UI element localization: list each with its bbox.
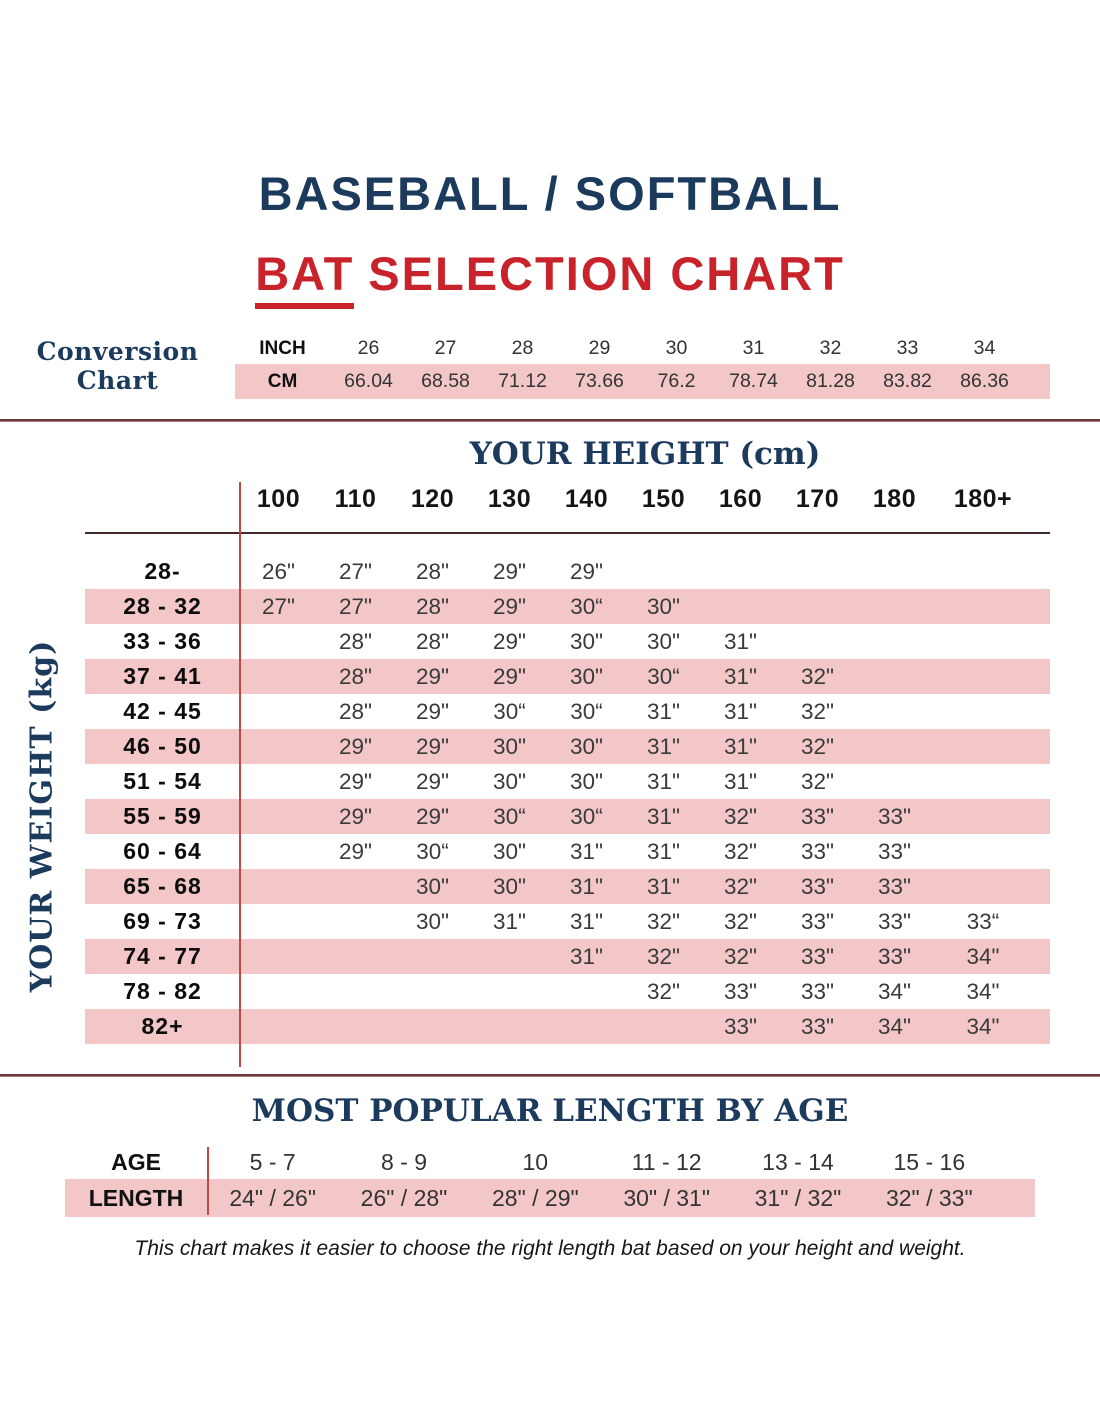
bat-length-cell: 33": [800, 838, 834, 864]
weight-range-label: 65 - 68: [123, 873, 202, 900]
bat-length-cell: 30": [492, 768, 526, 794]
weight-range-label: 69 - 73: [123, 908, 202, 935]
inch-value: 32: [819, 337, 842, 360]
weight-range-label: 28 - 32: [123, 593, 202, 620]
page-header: [0, 0, 1100, 309]
age-row-header: AGE: [111, 1148, 161, 1175]
weight-axis-title: YOUR WEIGHT (kg): [24, 640, 60, 993]
bat-length-cell: 31": [569, 908, 603, 934]
height-column-headers: [85, 484, 1100, 514]
inch-row-header: INCH: [259, 337, 306, 359]
bat-length-cell: 34": [966, 1013, 1000, 1039]
inch-value: 30: [665, 337, 688, 360]
height-column-header: 160: [718, 484, 763, 513]
bat-length-cell: 31": [723, 698, 757, 724]
bat-length-cell: 33“: [966, 908, 1000, 934]
bat-length-cell: 30": [415, 873, 449, 899]
bat-length-cell: 29": [338, 838, 372, 864]
weight-rows: [0, 554, 1100, 1044]
conversion-chart-label: Conversion Chart: [36, 337, 199, 396]
weight-range-label: 51 - 54: [123, 768, 202, 795]
cm-value: 66.04: [344, 370, 393, 393]
bat-length-cell: 30": [646, 628, 680, 654]
length-row: [65, 1179, 1035, 1217]
height-column-header: 180: [872, 484, 917, 513]
subtitle-emphasis-underlined: BAT: [255, 248, 354, 310]
bat-length-cell: 33": [877, 873, 911, 899]
bat-length-cell: 32": [723, 838, 757, 864]
age-values: [207, 1149, 995, 1176]
bat-length-cell: 30“: [493, 698, 526, 724]
inch-value: 27: [434, 337, 457, 360]
bat-length-cell: 29": [415, 663, 449, 689]
bat-length-cell: 30“: [570, 698, 603, 724]
bat-length-cell: 33": [877, 838, 911, 864]
cm-values: [330, 370, 1023, 393]
bat-length-cell: 32": [800, 768, 834, 794]
cm-value: 68.58: [421, 370, 470, 393]
bat-length-cell: 34": [877, 1013, 911, 1039]
weight-row: [85, 834, 1050, 869]
weight-row: [85, 694, 1050, 729]
bat-length-cell: 30“: [416, 838, 449, 864]
bat-length-cell: 29": [338, 768, 372, 794]
weight-range-label: 78 - 82: [123, 978, 202, 1005]
bat-length-cell: 28": [338, 628, 372, 654]
bat-length-cell: 30": [492, 733, 526, 759]
bat-length-cell: 32": [646, 978, 680, 1004]
length-value: 28" / 29": [491, 1184, 579, 1211]
height-column-header: 100: [256, 484, 301, 513]
length-value: 31" / 32": [754, 1184, 842, 1211]
weight-range-label: 82+: [141, 1013, 184, 1040]
weight-row: [85, 764, 1050, 799]
inch-value: 29: [588, 337, 611, 360]
cm-value: 73.66: [575, 370, 624, 393]
height-column-header: 170: [795, 484, 840, 513]
cm-value: 81.28: [806, 370, 855, 393]
bat-length-cell: 30“: [647, 663, 680, 689]
bat-length-cell: 31": [569, 943, 603, 969]
weight-range-label: 55 - 59: [123, 803, 202, 830]
bat-length-cell: 29": [338, 803, 372, 829]
bat-length-cell: 29": [338, 733, 372, 759]
bat-length-cell: 33": [723, 978, 757, 1004]
bat-length-cell: 30“: [570, 803, 603, 829]
age-value: 8 - 9: [380, 1148, 427, 1175]
weight-range-label: 28-: [144, 558, 181, 585]
bat-length-cell: 30": [492, 873, 526, 899]
bat-length-cell: 32": [723, 908, 757, 934]
age-value: 15 - 16: [893, 1148, 966, 1175]
bat-length-cell: 30": [569, 628, 603, 654]
bat-length-cell: 29": [492, 663, 526, 689]
bat-length-cell: 31": [646, 873, 680, 899]
cm-value: 76.2: [657, 370, 696, 393]
age-table-divider-line: [207, 1147, 209, 1215]
bat-length-cell: 26": [261, 558, 295, 584]
conversion-chart: [0, 333, 1100, 399]
age-value: 10: [522, 1148, 549, 1175]
bat-length-cell: 31": [723, 768, 757, 794]
height-column-header: 150: [641, 484, 686, 513]
bat-length-cell: 33": [800, 1013, 834, 1039]
bat-length-cell: 31": [646, 768, 680, 794]
bat-length-cell: 32": [800, 663, 834, 689]
bat-length-cell: 27": [338, 593, 372, 619]
bat-length-cell: 29": [492, 628, 526, 654]
bat-length-cell: 31": [646, 733, 680, 759]
bat-length-cell: 27": [261, 593, 295, 619]
cm-value: 86.36: [960, 370, 1009, 393]
bat-length-cell: 33": [800, 908, 834, 934]
weight-row: [85, 1009, 1050, 1044]
age-table-title: MOST POPULAR LENGTH BY AGE: [251, 1093, 849, 1130]
bat-length-cell: 33": [877, 908, 911, 934]
weight-row: [85, 554, 1050, 589]
inch-value: 31: [742, 337, 765, 360]
inch-values: [330, 337, 1023, 360]
bat-length-cell: 29": [492, 558, 526, 584]
bat-length-cell: 34": [877, 978, 911, 1004]
cm-row-header: CM: [267, 370, 298, 392]
weight-row: [85, 729, 1050, 764]
bat-length-cell: 33": [877, 943, 911, 969]
bat-length-cell: 28": [415, 558, 449, 584]
bat-length-cell: 31": [723, 663, 757, 689]
bat-length-cell: 31": [723, 628, 757, 654]
weight-row: [85, 904, 1050, 939]
weight-range-label: 37 - 41: [123, 663, 202, 690]
weight-range-label: 42 - 45: [123, 698, 202, 725]
height-column-header: 140: [564, 484, 609, 513]
header-rule: [85, 532, 1050, 534]
bat-length-cell: 30": [415, 908, 449, 934]
page-title: BASEBALL / SOFTBALL: [258, 167, 842, 220]
height-axis-title: YOUR HEIGHT (cm): [469, 436, 821, 473]
bat-length-cell: 33": [723, 1013, 757, 1039]
bat-selection-grid: [0, 436, 1100, 1044]
section-divider-top: [0, 419, 1100, 422]
cm-value: 71.12: [498, 370, 547, 393]
age-table: [65, 1145, 1035, 1217]
bat-length-cell: 34": [966, 978, 1000, 1004]
bat-length-cell: 32": [723, 943, 757, 969]
bat-length-cell: 28": [338, 698, 372, 724]
bat-length-cell: 29": [569, 558, 603, 584]
page-subtitle: [0, 248, 1100, 310]
bat-length-cell: 31": [723, 733, 757, 759]
length-value: 32" / 33": [885, 1184, 973, 1211]
length-value: 30" / 31": [623, 1184, 710, 1211]
bat-length-cell: 29": [492, 593, 526, 619]
bat-length-cell: 30": [569, 663, 603, 689]
footer-note: This chart makes it easier to choose the right length bat based on your height and weight.: [134, 1237, 966, 1261]
bat-length-cell: 28": [415, 593, 449, 619]
age-value: 5 - 7: [249, 1148, 296, 1175]
height-column-header: 130: [487, 484, 532, 513]
weight-range-label: 33 - 36: [123, 628, 202, 655]
cm-value: 83.82: [883, 370, 932, 393]
weight-row: [85, 869, 1050, 904]
bat-length-cell: 32": [800, 733, 834, 759]
bat-length-cell: 30": [646, 593, 680, 619]
length-value: 24" / 26": [229, 1184, 316, 1211]
age-row: [65, 1145, 1035, 1179]
bat-length-cell: 32": [800, 698, 834, 724]
weight-range-label: 46 - 50: [123, 733, 202, 760]
inch-value: 34: [973, 337, 996, 360]
bat-length-cell: 33": [800, 873, 834, 899]
bat-length-cell: 33": [877, 803, 911, 829]
height-column-header: 110: [334, 484, 377, 513]
bat-length-cell: 31": [569, 873, 603, 899]
bat-length-cell: 33": [800, 943, 834, 969]
bat-length-cell: 29": [415, 768, 449, 794]
age-value: 13 - 14: [762, 1148, 834, 1175]
bat-length-cell: 31": [569, 838, 603, 864]
bat-length-cell: 33": [800, 803, 834, 829]
weight-range-label: 60 - 64: [123, 838, 202, 865]
bat-length-cell: 32": [723, 803, 757, 829]
inch-value: 26: [357, 337, 380, 360]
weight-row: [85, 939, 1050, 974]
bat-length-cell: 29": [415, 698, 449, 724]
bat-length-cell: 31": [646, 803, 680, 829]
bat-length-cell: 31": [646, 838, 680, 864]
height-column-header: 120: [410, 484, 455, 513]
age-value: 11 - 12: [631, 1148, 702, 1175]
bat-length-cell: 29": [415, 733, 449, 759]
subtitle-rest: SELECTION CHART: [368, 246, 845, 300]
bat-length-cell: 28": [415, 628, 449, 654]
weight-row: [85, 624, 1050, 659]
bat-length-cell: 30": [569, 733, 603, 759]
bat-length-cell: 30“: [570, 593, 603, 619]
bat-length-cell: 32": [646, 943, 680, 969]
bat-length-cell: 32": [646, 908, 680, 934]
weight-row: [85, 659, 1050, 694]
length-row-header: LENGTH: [88, 1184, 184, 1211]
bat-length-cell: 30“: [493, 803, 526, 829]
inch-row: [235, 333, 1050, 364]
inch-value: 33: [896, 337, 919, 360]
length-values: [207, 1185, 995, 1212]
conversion-table: [235, 333, 1050, 399]
cm-row: [235, 364, 1050, 399]
bat-length-cell: 34": [966, 943, 1000, 969]
bat-length-cell: 30": [569, 768, 603, 794]
bat-length-cell: 28": [338, 663, 372, 689]
cm-value: 78.74: [729, 370, 778, 393]
bat-length-cell: 30": [492, 838, 526, 864]
bat-length-cell: 27": [338, 558, 372, 584]
height-column-header: 180+: [953, 484, 1013, 513]
bat-length-cell: 31": [492, 908, 526, 934]
bat-length-cell: 33": [800, 978, 834, 1004]
length-value: 26" / 28": [360, 1184, 448, 1211]
bat-length-cell: 32": [723, 873, 757, 899]
weight-row: [85, 974, 1050, 1009]
vertical-axis-line: [239, 482, 241, 1067]
weight-row: [85, 799, 1050, 834]
inch-value: 28: [511, 337, 534, 360]
weight-range-label: 74 - 77: [123, 943, 202, 970]
section-divider-bottom: [0, 1074, 1100, 1077]
weight-row: [85, 589, 1050, 624]
bat-length-cell: 29": [415, 803, 449, 829]
bat-length-cell: 31": [646, 698, 680, 724]
